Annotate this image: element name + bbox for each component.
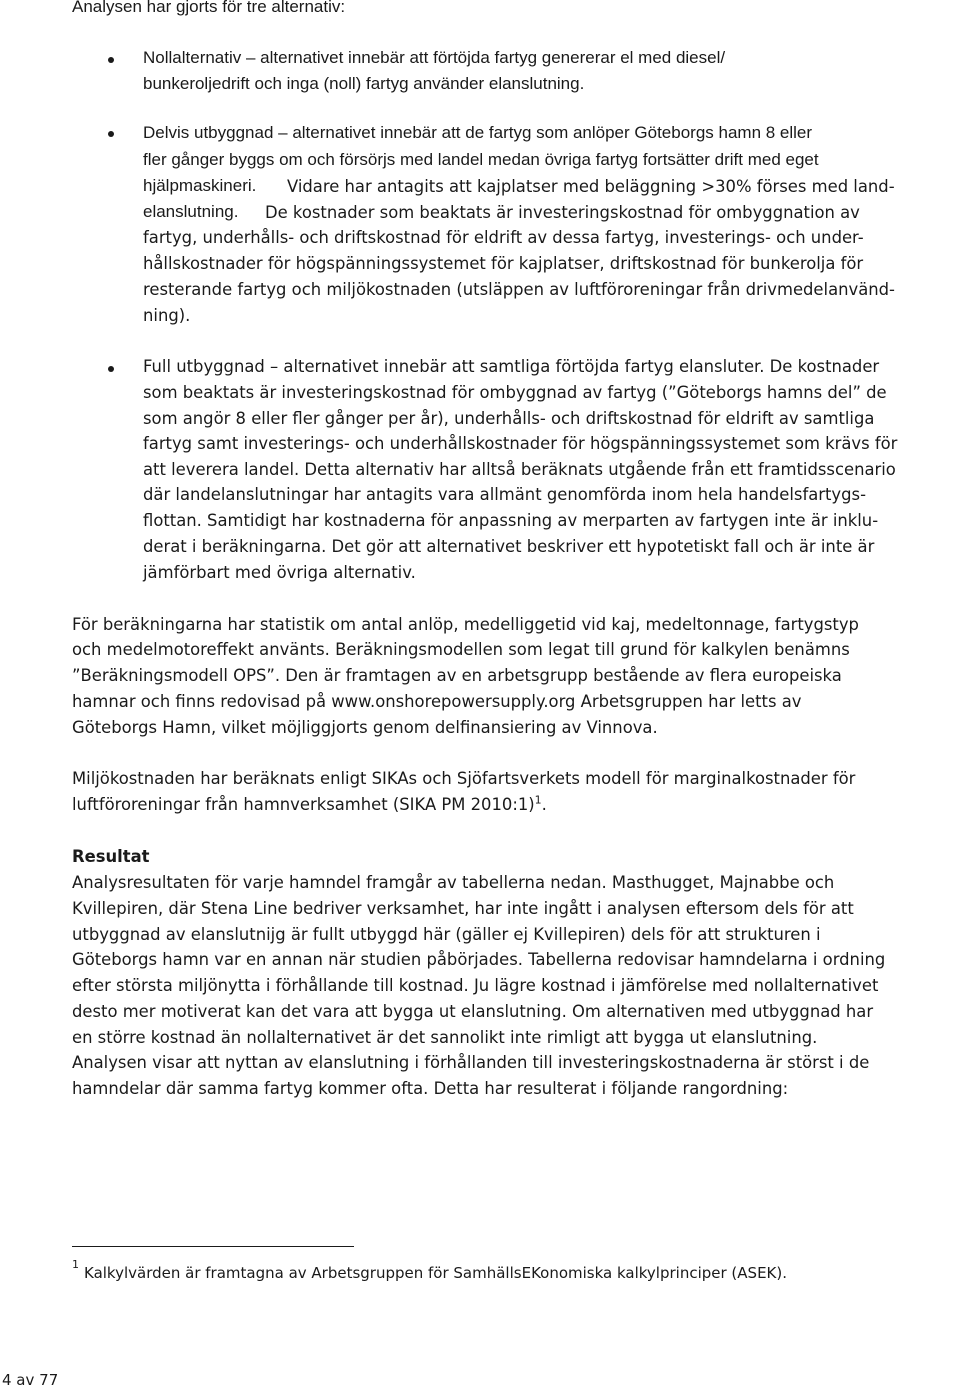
bullet-2-line: De kostnader som beaktats är investeringskostnad för ombyggnation av (265, 203, 860, 222)
bullet-1-line: Nollalternativ – alternativet innebär att förtöjda fartyg genererar el med diesel/ (143, 48, 726, 67)
paragraph-line: utbyggnad av elanslutnijg är fullt utbyggd här (gäller ej Kvillepiren) dels för att strukturen i (72, 925, 821, 944)
paragraph-line: Göteborgs hamn var en annan när studien påbörjades. Tabellerna redovisar hamndelarna i ordning (72, 950, 886, 969)
paragraph-line: Miljökostnaden har beräknats enligt SIKAs och Sjöfartsverkets modell för marginalkostnader för (72, 769, 856, 788)
paragraph-line: Kvillepiren, där Stena Line bedriver verksamhet, har inte ingått i analysen eftersom dels för att (72, 899, 854, 918)
bullet-3-line: som angör 8 eller fler gånger per år), underhålls- och driftskostnad för eldrift av samtliga (143, 409, 875, 428)
bullet-2-line: hållskostnader för högspänningssystemet för kajplatser, driftskostnad för bunkerolja för (143, 254, 864, 273)
bullet-3-line: som beaktats är investeringskostnad för ombyggnad av fartyg (”Göteborgs hamns del” de (143, 383, 887, 402)
paragraph-text: . (541, 795, 547, 814)
paragraph-line: Analysresultaten för varje hamndel framgår av tabellerna nedan. Masthugget, Majnabbe och (72, 873, 835, 892)
page-number: 4 av 77 (2, 1371, 59, 1389)
bullet-3-line: att leverera landel. Detta alternativ har alltså beräknats utgående från ett framtidsscenario (143, 460, 896, 479)
intro-text: Analysen har gjorts för tre alternativ: (72, 0, 346, 16)
footnote-divider (72, 1246, 354, 1247)
paragraph-line: ”Beräkningsmodell OPS”. Den är framtagen av en arbetsgrupp bestående av flera europeiska (72, 666, 842, 685)
bullet-2-line: hjälpmaskineri. (143, 176, 257, 195)
paragraph-line: en större kostnad än nollalternativet är det sannolikt inte rimligt att bygga ut elanslutning. (72, 1028, 818, 1047)
bullet-2-line: elanslutning. (143, 202, 239, 221)
bullet-2-line: Delvis utbyggnad – alternativet innebär att de fartyg som anlöper Göteborgs hamn 8 eller (143, 123, 813, 142)
bullet-marker (108, 366, 114, 372)
bullet-2-line: resterande fartyg och miljökostnaden (utsläppen av luftföroreningar från drivmedelanvänd- (143, 280, 895, 299)
paragraph-line: För beräkningarna har statistik om antal anlöp, medelliggetid vid kaj, medeltonnage, fartygstyp (72, 615, 859, 634)
paragraph-line: Göteborgs Hamn, vilket möjliggjorts genom delfinansiering av Vinnova. (72, 718, 658, 737)
bullet-3-line: där landelanslutningar har antagits vara allmänt genomförda inom hela handelsfartygs- (143, 485, 866, 504)
bullet-3-line: jämförbart med övriga alternativ. (143, 563, 416, 582)
paragraph-line: och medelmotoreffekt använts. Beräkningsmodellen som legat till grund för kalkylen benämns (72, 640, 850, 659)
bullet-3-line: derat i beräkningarna. Det gör att alternativet beskriver ett hypotetiskt fall och är inte är (143, 537, 875, 556)
bullet-3-line: Full utbyggnad – alternativet innebär att samtliga förtöjda fartyg elansluter. De kostnader (143, 357, 880, 376)
bullet-2-line: Vidare har antagits att kajplatser med beläggning >30% förses med land- (287, 177, 895, 196)
footnote-reference[interactable]: 1 (534, 793, 542, 807)
bullet-2-line: fler gånger byggs om och försörjs med landel medan övriga fartyg fortsätter drift med eget (143, 150, 819, 169)
footnote-mark: 1 (72, 1258, 79, 1271)
paragraph-line (72, 795, 547, 815)
paragraph-line: hamnar och finns redovisad på www.onshorepowersupply.org Arbetsgruppen har letts av (72, 692, 802, 711)
bullet-marker (108, 131, 114, 137)
paragraph-text: luftföroreningar från hamnverksamhet (SIKA PM 2010:1) (72, 795, 535, 814)
bullet-marker (108, 57, 114, 63)
paragraph-line: hamndelar där samma fartyg kommer ofta. Detta har resulterat i följande rangordning: (72, 1079, 789, 1098)
bullet-2-line: fartyg, underhålls- och driftskostnad för eldrift av dessa fartyg, investerings- och under- (143, 228, 864, 247)
bullet-2-line: ning). (143, 306, 191, 325)
paragraph-line: desto mer motiverat kan det vara att bygga ut elanslutning. Om alternativen med utbyggnad har (72, 1002, 874, 1021)
paragraph-line: efter största miljönytta i förhållande till kostnad. Ju lägre kostnad i jämförelse med nollalternativet (72, 976, 879, 995)
paragraph-line: Analysen visar att nyttan av elanslutning i förhållanden till investeringskostnaderna är störst i de (72, 1053, 870, 1072)
bullet-3-line: flottan. Samtidigt har kostnaderna för anpassning av merparten av fartygen inte är inklu- (143, 511, 879, 530)
bullet-3-line: fartyg samt investerings- och underhållskostnader för högspänningssystemet som krävs för (143, 434, 898, 453)
footnote-text: Kalkylvärden är framtagna av Arbetsgruppen för SamhällsEKonomiska kalkylprinciper (ASEK). (84, 1264, 788, 1282)
bullet-1-line: bunkeroljedrift och inga (noll) fartyg använder elanslutning. (143, 74, 585, 93)
section-heading: Resultat (72, 847, 150, 866)
